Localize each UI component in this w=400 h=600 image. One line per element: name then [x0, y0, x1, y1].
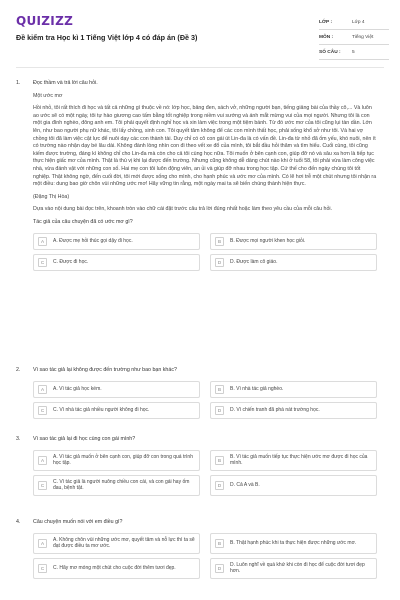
- option-text: C. Được đi học.: [53, 258, 89, 265]
- question-1: [16, 80, 384, 271]
- question-number: 1.: [16, 80, 21, 86]
- option-letter: C: [38, 258, 47, 267]
- option-letter: B: [215, 539, 224, 548]
- option-b[interactable]: [210, 450, 377, 471]
- meta-label: LỚP :: [319, 19, 333, 25]
- option-b[interactable]: [210, 381, 377, 398]
- meta-label: MÔN :: [319, 34, 334, 40]
- option-letter: B: [215, 237, 224, 246]
- option-letter: C: [38, 406, 47, 415]
- option-b[interactable]: [210, 233, 377, 250]
- option-c[interactable]: [33, 475, 200, 496]
- question-number: 2.: [16, 367, 21, 373]
- option-text: C. Vì tác giả là người nuông chiều con cái, và con gái hay ốm đau, bệnh tật.: [53, 478, 190, 492]
- question-number: 4.: [16, 519, 21, 525]
- option-letter: B: [215, 385, 224, 394]
- header-divider: [16, 67, 384, 68]
- question-prompt: Vì sao tác giả lại không được đến trường như bao bạn khác?: [33, 367, 177, 373]
- option-letter: D: [215, 481, 224, 490]
- answer-options: [33, 450, 377, 496]
- worksheet-meta: [319, 15, 389, 60]
- option-text: A. Vì tác giả học kém.: [53, 385, 102, 392]
- option-text: C. Vì nhà tác giả nhiều người không đi học.: [53, 406, 150, 413]
- passage-author: (Đặng Thị Hòa): [33, 193, 70, 200]
- option-d[interactable]: [210, 475, 377, 496]
- option-a[interactable]: [33, 450, 200, 471]
- option-d[interactable]: [210, 254, 377, 271]
- meta-value: Tiếng Việt: [352, 34, 374, 40]
- question-4: [16, 519, 384, 579]
- option-text: C. Hãy mơ móng một chút cho cuộc đời thêm tươi đẹp.: [53, 565, 176, 572]
- option-d[interactable]: [210, 558, 377, 579]
- quizizz-logo: QUIZIZZ: [16, 14, 74, 28]
- option-letter: C: [38, 564, 47, 573]
- worksheet-header: [0, 0, 400, 62]
- option-c[interactable]: [33, 558, 200, 579]
- question-prompt: Câu chuyện muốn nói với em điều gì?: [33, 519, 123, 525]
- option-b[interactable]: [210, 533, 377, 554]
- option-text: A. Vì tác giả muốn ở bên cạnh con, giúp đỡ con trong quá trình học tập.: [53, 453, 193, 467]
- option-text: A. Không chôn vùi những ước mơ, quyết tâm và nỗ lực thì ta sẽ đạt được điều ta mơ ước.: [53, 536, 195, 550]
- option-a[interactable]: [33, 381, 200, 398]
- meta-row-class: [319, 15, 389, 30]
- meta-row-subject: [319, 30, 389, 45]
- option-text: B. Được mọi người khen học giỏi.: [230, 237, 306, 244]
- answer-options: [33, 381, 377, 419]
- option-a[interactable]: [33, 233, 200, 250]
- meta-value: Lớp 4: [352, 19, 365, 25]
- question-body: [33, 519, 377, 579]
- option-letter: D: [215, 406, 224, 415]
- option-c[interactable]: [33, 254, 200, 271]
- answer-options: [33, 233, 377, 271]
- option-letter: A: [38, 385, 47, 394]
- option-text: D. Cả A và B.: [230, 482, 260, 489]
- option-text: B. Thật hạnh phúc khi ta thực hiện được những ước mơ.: [230, 539, 357, 546]
- option-text: D. Được làm cô giáo.: [230, 258, 278, 265]
- option-a[interactable]: [33, 533, 200, 554]
- page-title: Đề kiểm tra Học kì 1 Tiếng Việt lớp 4 có đáp án (Đề 3): [16, 33, 198, 42]
- option-letter: D: [215, 258, 224, 267]
- passage-instruction: Dựa vào nội dung bài đọc trên, khoanh tròn vào chữ cái đặt trước câu trả lời đúng nhất hoặc làm theo yêu cầu của mỗi câu hỏi.: [33, 206, 333, 213]
- question-body: [33, 80, 377, 271]
- option-letter: A: [38, 456, 47, 465]
- meta-row-question-count: [319, 45, 389, 60]
- option-d[interactable]: [210, 402, 377, 419]
- option-text: D. Vì chiến tranh đã phá nát trường học.: [230, 406, 320, 413]
- option-letter: C: [38, 481, 47, 490]
- question-intro: Đọc thầm và trả lời câu hỏi.: [33, 80, 98, 86]
- question-3: [16, 436, 384, 496]
- passage-title: Một ước mơ: [33, 92, 63, 99]
- option-text: D. Luôn nghĩ về quá khứ khi còn đi học để cuộc đời tươi đẹp hơn.: [230, 561, 365, 575]
- question-prompt: Vì sao tác giả lại đi học cùng con gái mình?: [33, 436, 136, 442]
- question-2: [16, 367, 384, 419]
- option-letter: A: [38, 539, 47, 548]
- question-body: [33, 367, 377, 419]
- option-c[interactable]: [33, 402, 200, 419]
- meta-value: 5: [352, 49, 355, 55]
- question-prompt: Tác giả của câu chuyện đã có ước mơ gì?: [33, 218, 133, 225]
- meta-label: SỐ CÂU :: [319, 49, 341, 55]
- question-body: [33, 436, 377, 496]
- option-letter: B: [215, 456, 224, 465]
- option-text: B. Vì nhà tác giả nghèo.: [230, 385, 284, 392]
- option-text: B. Vì tác giả muốn tiếp tục thực hiện ước mơ được đi học của mình.: [230, 453, 368, 467]
- answer-options: [33, 533, 377, 579]
- passage-text: Hồi nhỏ, tôi rất thích đi học và tất cả những gì thuộc về nó: lớp học, bảng đen, sách vở, những người bạn, tiếng giảng bài của thầy cô,... Và luôn ao ước sẽ có một ngày, tôi tự hào giương cao tấm bằng tốt nghiệp trong niềm vui sướng và ánh mắt mừng vui của mọi người. Nhưng tôi là con một gia đình nghèo, đông anh em. Tôi phải quyết định nghỉ học và xin làm việc trong một tiệm bánh. Từ đó ước mơ của tôi cũng lụi tàn dần. Lớn lên, như bao người phụ nữ khác, tôi lấy chồng, sinh con. Tôi quyết tâm không để các con mình thất học, phải sống khổ sở như tôi. Và hai vợ chồng tôi đã làm việc cật lực để nuôi dạy các con thành tài. Duy chỉ có cô con gái út Lin-đa là có vấn đề. Lin-đa từ nhỏ đã ốm yếu, khó nuôi, nên ít có trường nào nhận dạy bé lâu dài. Không đành lòng nhìn con đi theo vết xe đổ của mình, tôi bắt đầu hỏi thăm và tìm hiểu. Cuối cùng, tôi cũng kiếm được trường, đáng kì không chỉ cho Lin-đa mà còn cho cả tôi cùng học nữa. Tôi muốn ở bên cạnh con, giúp đỡ nó và sâu xa hơn là tiếp tục thực hiện giấc mơ của mình. Thật là thú vị khi lại được đến trường. Nhưng cũng không dễ dàng chút nào khi ở tuổi 58, tôi phải vừa làm công việc nhà, vừa đánh vật với những con số. Hai mẹ con tôi luôn động viên, an ủi và giúp đỡ nhau trong học tập. Cứ thế cho đến ngày chúng tôi tốt nghiệp. Thật không ngờ, đến cuối đời, tôi mới được sống cho mình, cho hạnh phúc và ước mơ của mình. Có lẽ hơi trễ một chút nhưng tôi nhận ra một điều: dung bao giờ chôn vùi những ước mơ! Hãy vững tin rằng, một ngày mai ta sẽ biến chúng thành hiện thực.: [33, 105, 377, 188]
- option-letter: D: [215, 564, 224, 573]
- question-number: 3.: [16, 436, 21, 442]
- option-letter: A: [38, 237, 47, 246]
- option-text: A. Được mẹ hỏi thúc gọi dậy đi học.: [53, 237, 133, 244]
